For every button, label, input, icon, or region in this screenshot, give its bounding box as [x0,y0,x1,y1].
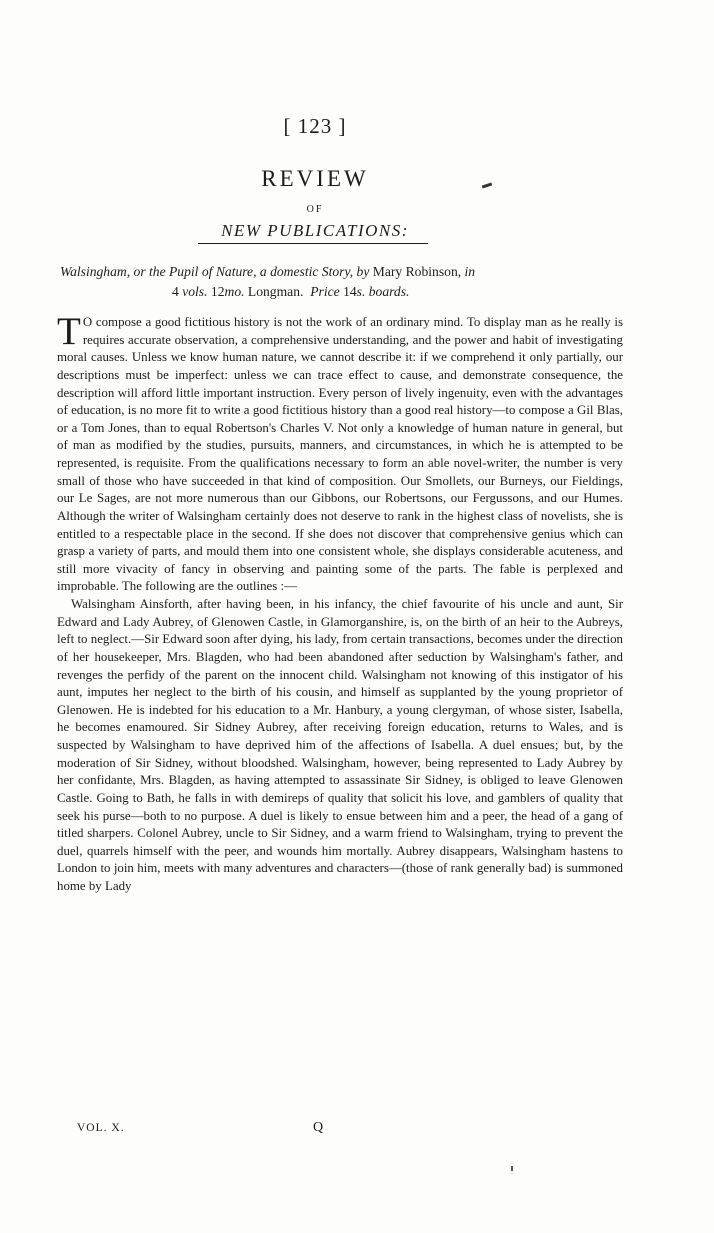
paragraph-1 [57,310,623,596]
ink-speck [511,1166,513,1171]
of-label: OF [306,204,324,215]
article-heading-line-1: Walsingham, or the Pupil of Nature, a domestic Story, by Mary Robinson, in [60,264,476,279]
paragraph-1-text: O compose a good fictitious history is not the work of an ordinary mind. To display man as he really is requires accurate observation, a comprehensive understanding, and the power and habit of investigating moral causes. Unless we know human nature, we cannot describe it: if we comprehend it only partially, our descriptions must be imperfect: unless we can trace effect to cause, and demonstrate consequence, the description will afford little important instruction. Every person of lively ingenuity, even with the advantages of education, is no more fit to write a good fictitious history than a good real history—to compose a Gil Blas, or a Tom Jones, than to equal Robertson's Charles V. Not only a knowledge of human nature in general, but of man as modified by the studies, pursuits, manners, and circumstances, in which he is attempted to be represented, is requisite. From the qualifications necessary to form an able novel-writer, the number is very small of those who have succeeded in that kind of composition. Our Smollets, our Burneys, our Fieldings, our Le Sages, are not more numerous than our Gibbons, our Robertsons, our Fergussons, and our Humes. Although the writer of Walsingham certainly does not deserve to rank in the highest class of novelists, she is entitled to a respectable place in the second. If she does not discover that comprehensive genius which can grasp a variety of parts, and mould them into one consistent whole, she displays considerable acuteness, and still more vivacity of fancy in observing and painting some of the parts. The fable is perplexed and improbable. The following are the outlines :— [57,315,623,594]
section-title: REVIEW [261,166,369,191]
subtitle-rule [198,243,428,244]
article-body [57,310,623,896]
article-heading-line-2: 4 vols. 12mo. Longman. Price 14s. boards. [172,284,410,299]
paragraph-2: Walsingham Ainsforth, after having been, in his infancy, the chief favourite of his uncle and aunt, Sir Edward and Lady Aubrey, of Glenowen Castle, in Glamorganshire, is, on the birth of an heir to the Aubreys, left to neglect.—Sir Edward soon after dying, his lady, from certain transactions, becomes under the direction of her housekeeper, Mrs. Blagden, who had been abandoned after seduction by Walsingham's father, and revenges the perfidy of the parent on the innocent child. Walsingham not knowing of this instigator of his aunt, imputes her neglect to the birth of his cousin, and himself as supplanted by the young proprietor of Glenowen. He is indebted for his education to a Mr. Hanbury, a young clergyman, of whose sister, Isabella, he becomes enamoured. Sir Sidney Aubrey, after receiving foreign education, returns to Wales, and is suspected by Walsingham to have deprived him of the affections of Isabella. A duel ensues; but, by the moderation of Sir Sidney, without bloodshed. Walsingham, however, being represented to Lady Aubrey by her confidante, Mrs. Blagden, as having attempted to assassinate Sir Sidney, is obliged to leave Glenowen Castle. Going to Bath, he falls in with demireps of quality that solicit his love, and gamblers of quality that seek his purse—both to no purpose. A duel is likely to ensue between him and a peer, the head of a gang of titled sharpers. Colonel Aubrey, uncle to Sir Sidney, and a warm friend to Walsingham, trying to prevent the duel, quarrels himself with the peer, and wounds him mortally. Aubrey disappears, Walsingham hastens to London to join him, meets with many adventures and characters—(those of rank generally bad) is summoned home by Lady [57,597,623,893]
section-subtitle: NEW PUBLICATIONS: [221,221,409,240]
article-heading [60,262,638,302]
signature-mark: Q [313,1120,324,1135]
volume-label: VOL. X. [77,1122,125,1134]
page-number: [ 123 ] [283,114,347,138]
drop-cap: T [57,310,81,353]
